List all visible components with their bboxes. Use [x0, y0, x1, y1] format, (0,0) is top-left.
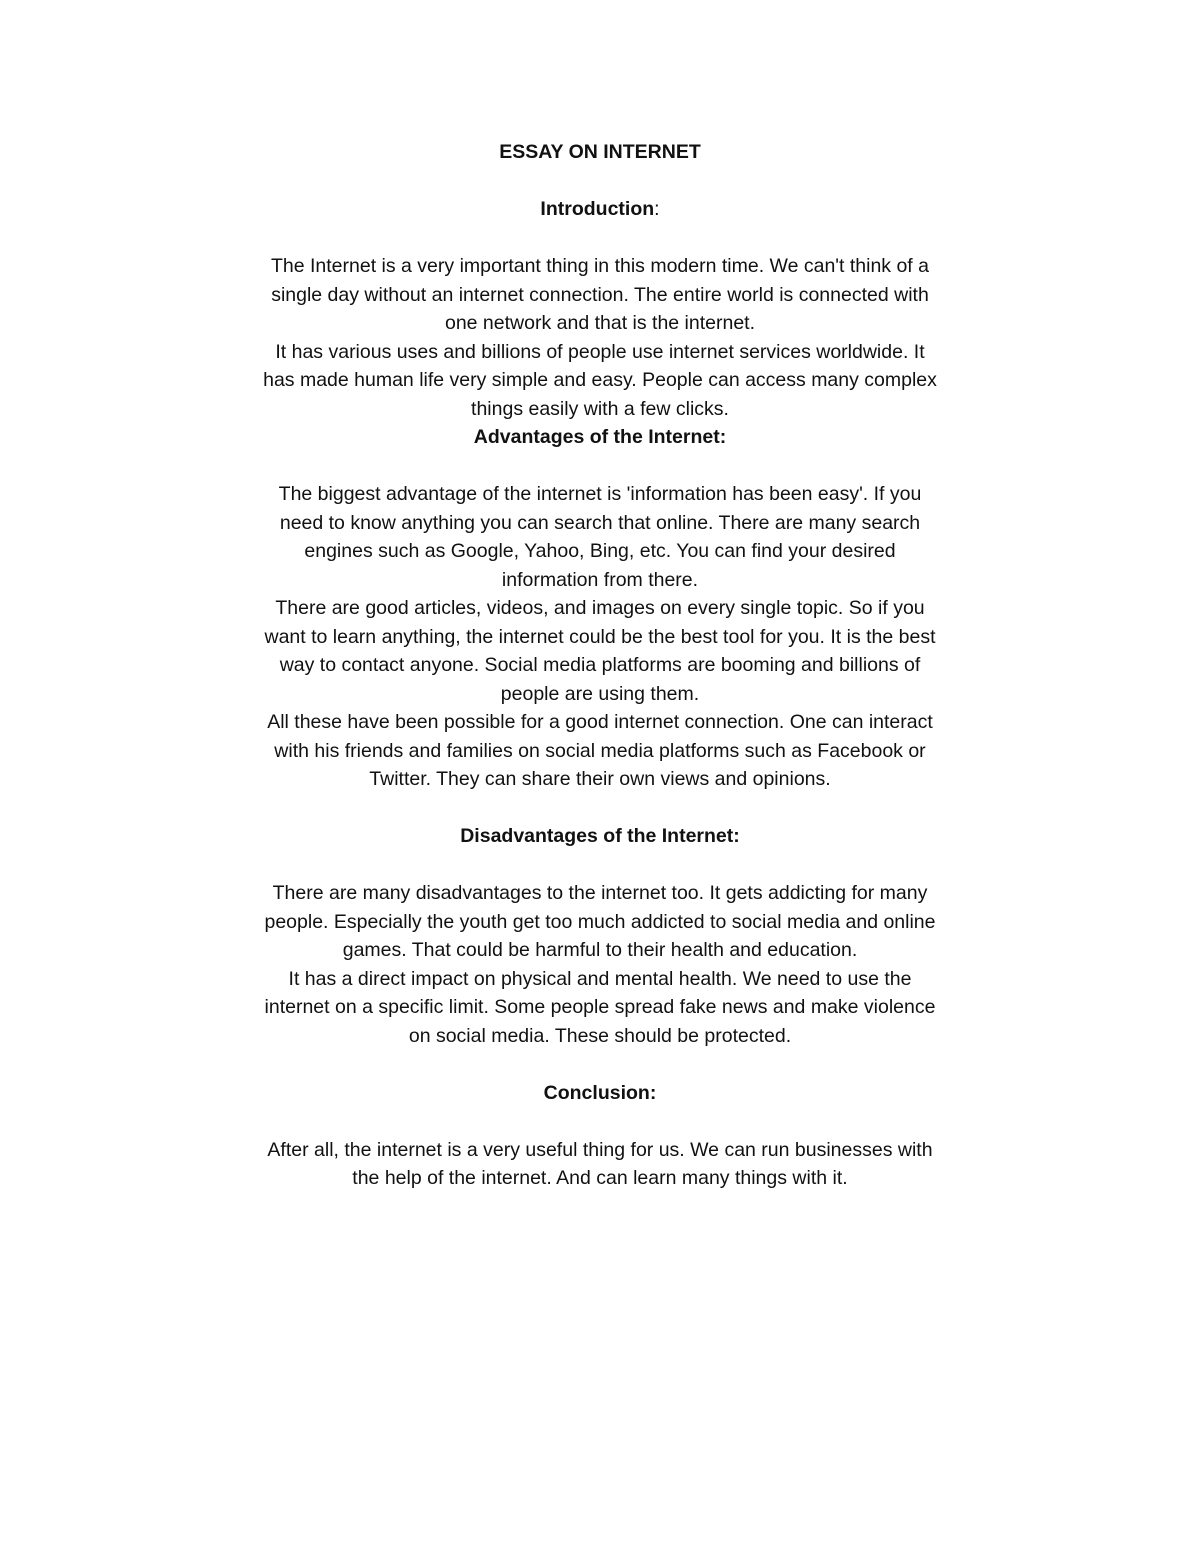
introduction-heading-colon: :	[654, 198, 660, 220]
spacer	[258, 794, 942, 823]
spacer	[258, 224, 942, 253]
section-heading-conclusion	[258, 1079, 942, 1108]
conclusion-paragraph-1: After all, the internet is a very useful thing for us. We can run businesses with the help of the internet. And can learn many things with it.	[267, 1138, 933, 1189]
section-heading-disadvantages	[258, 822, 942, 851]
spacer	[258, 1050, 942, 1079]
spacer	[258, 851, 942, 880]
document-page	[258, 138, 942, 1193]
advantages-heading-text: Advantages of the Internet:	[473, 426, 727, 448]
spacer	[258, 452, 942, 481]
intro-paragraph-2: It has various uses and billions of people use internet services worldwide. It has made human life very simple and easy. People can access many complex things easily with a few clicks.	[263, 340, 937, 420]
advantages-paragraph-1: The biggest advantage of the internet is 'information has been easy'. If you need to know anything you can search that online. There are many search engines such as Google, Yahoo, Bing, etc. You can find your desired information from there.	[278, 483, 922, 591]
section-heading-advantages	[258, 423, 942, 452]
intro-paragraph-1: The Internet is a very important thing in this modern time. We can't think of a single day without an internet connection. The entire world is connected with one network and that is the internet.	[270, 255, 929, 334]
document-title: ESSAY ON INTERNET	[499, 141, 701, 163]
advantages-paragraph-3: All these have been possible for a good internet connection. One can interact with his friends and families on social media platforms such as Facebook or Twitter. They can share their own views and opinions.	[267, 711, 933, 790]
conclusion-heading-text: Conclusion:	[543, 1081, 657, 1104]
introduction-heading-text: Introduction	[540, 198, 655, 220]
advantages-paragraph-2: There are good articles, videos, and images on every single topic. So if you want to learn anything, the internet could be the best tool for you. It is the best way to contact anyone. Social media platforms are booming and billions of people are using them.	[264, 597, 936, 705]
spacer	[258, 167, 942, 196]
disadvantages-heading-text: Disadvantages of the Internet:	[460, 825, 740, 847]
disadvantages-paragraph-2: It has a direct impact on physical and mental health. We need to use the internet on a specific limit. Some people spread fake news and make violence on social media. These should be protected.	[264, 967, 936, 1047]
disadvantages-paragraph-1: There are many disadvantages to the internet too. It gets addicting for many people. Especially the youth get too much addicted to social media and online games. That could be harmful to their health and education.	[264, 882, 936, 961]
section-heading-introduction	[258, 195, 942, 224]
spacer	[258, 1107, 942, 1136]
